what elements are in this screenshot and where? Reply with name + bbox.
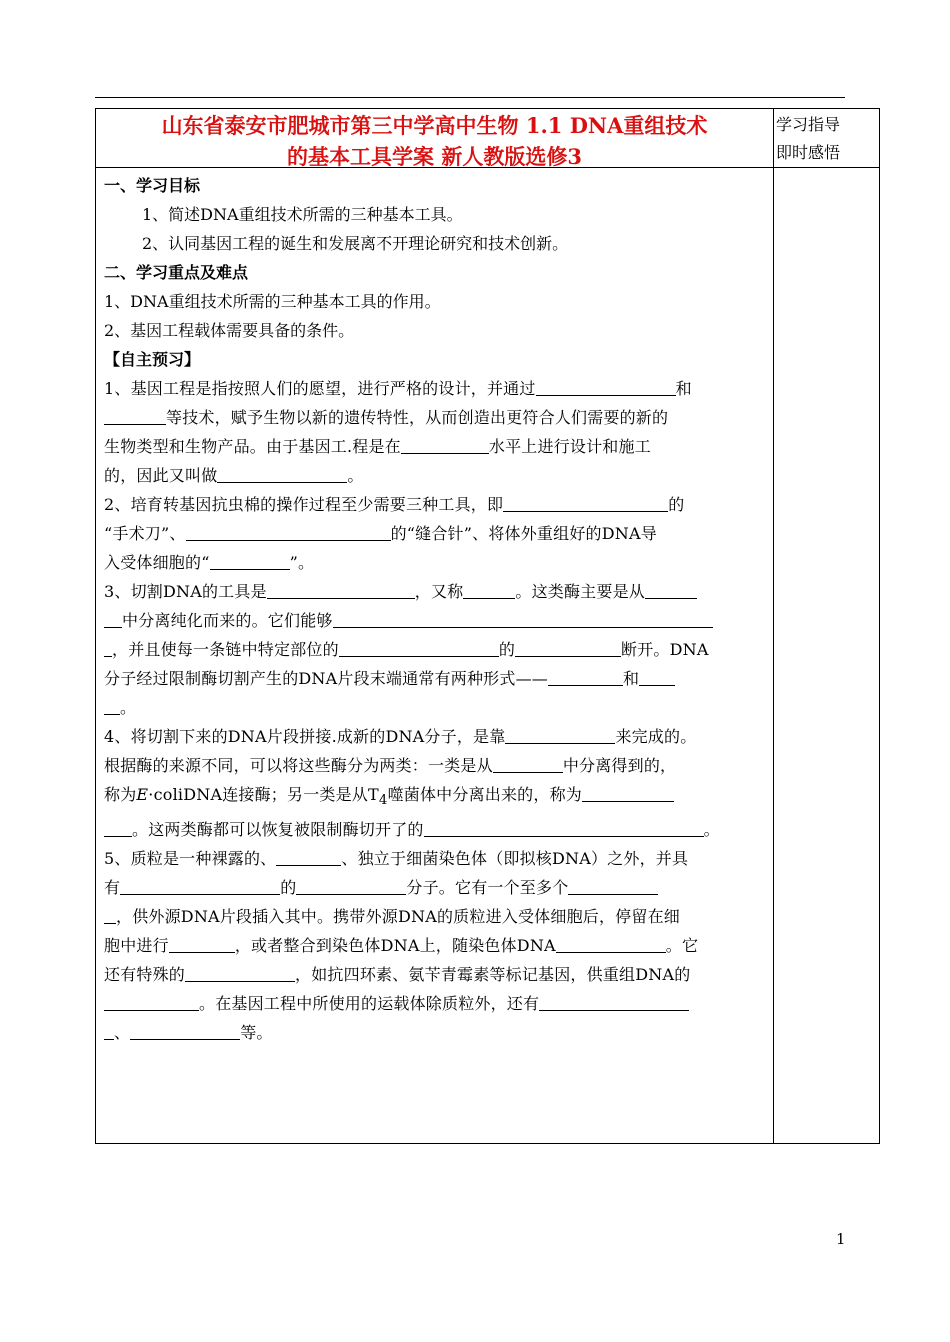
question-3: 3、切割DNA的工具是 ，又称 。这类酶主要是从 中分离纯化而来的。它们能够 ，并且使每一条链中特定部位的 的 断开。DNA 分子经过限制酶切割产生的DNA片段末端通常有两种形式—— 和 。 (104, 577, 768, 722)
question-2: 2、培育转基因抗虫棉的操作过程至少需要三种工具，即 的 “手术刀”、 的“缝合针”、将体外重组好的DNA导 入受体细胞的“ ”。 (104, 495, 685, 572)
fill-blank[interactable] (210, 551, 290, 570)
fill-blank[interactable] (339, 638, 499, 657)
fill-blank[interactable] (401, 435, 489, 454)
fill-blank[interactable] (104, 406, 166, 425)
question-4: 4、将切割下来的DNA片段拼接.成新的DNA分子，是靠 来完成的。 根据酶的来源不同，可以将这些酶分为两类：一类是从 中分离得到的， 称为E·coliDNA连接酶；另一类是从$T_4$噬菌体中分离出来的，称为 。这两类酶都可以恢复被限制酶切开了的 。 (104, 727, 720, 840)
fill-blank[interactable] (515, 638, 621, 657)
section-heading-objectives: 一、学习目标 (104, 176, 201, 195)
fill-blank[interactable] (424, 818, 704, 837)
side-column-divider (773, 109, 774, 1143)
fill-blank[interactable] (104, 992, 199, 1011)
title-line-1: 山东省泰安市肥城市第三中学高中生物 1.1 DNA重组技术 (161, 113, 708, 138)
main-content (104, 171, 768, 1047)
worksheet-table (95, 108, 880, 1144)
fill-blank[interactable] (536, 377, 676, 396)
fill-blank[interactable] (185, 963, 295, 982)
objective-item-1: 1、简述DNA重组技术所需的三种基本工具。 (142, 205, 463, 224)
fill-blank[interactable] (104, 609, 122, 628)
page-number: 1 (836, 1230, 846, 1248)
fill-blank[interactable] (539, 992, 689, 1011)
fill-blank[interactable] (169, 934, 235, 953)
fill-blank[interactable] (582, 783, 674, 802)
fill-blank[interactable] (493, 754, 563, 773)
fill-blank[interactable] (267, 580, 415, 599)
fill-blank[interactable] (104, 1021, 114, 1040)
fill-blank[interactable] (505, 725, 615, 744)
question-1: 1、基因工程是指按照人们的愿望，进行严格的设计，并通过 和 等技术，赋予生物以新的遗传特性，从而创造出更符合人们需要的新的 生物类型和生物产品。由于基因工.程是在 水平上进行设计和施工 的，因此又叫做 。 (104, 379, 692, 485)
section-heading-key-points: 二、学习重点及难点 (104, 263, 249, 282)
fill-blank[interactable] (568, 876, 658, 895)
fill-blank[interactable] (639, 667, 675, 686)
fill-blank[interactable] (296, 876, 406, 895)
key-point-item-2: 2、基因工程载体需要具备的条件。 (104, 321, 355, 340)
side-header-cell (773, 109, 879, 168)
top-rule (95, 97, 845, 98)
fill-blank[interactable] (104, 905, 116, 924)
objective-item-2: 2、认同基因工程的诞生和发展离不开理论研究和技术创新。 (142, 234, 569, 253)
fill-blank[interactable] (556, 934, 666, 953)
fill-blank[interactable] (645, 580, 697, 599)
key-point-item-1: 1、DNA重组技术所需的三种基本工具的作用。 (104, 292, 441, 311)
title-cell (96, 109, 773, 168)
fill-blank[interactable] (503, 493, 668, 512)
fill-blank[interactable] (120, 876, 280, 895)
title-line-2: 的基本工具学案 新人教版选修3 (287, 144, 582, 169)
fill-blank[interactable] (104, 818, 132, 837)
fill-blank[interactable] (333, 609, 713, 628)
fill-blank[interactable] (217, 464, 347, 483)
fill-blank[interactable] (130, 1021, 240, 1040)
fill-blank[interactable] (104, 696, 120, 715)
fill-blank[interactable] (276, 847, 341, 866)
fill-blank[interactable] (104, 638, 112, 657)
side-label-reflection: 即时感悟 (776, 143, 841, 162)
fill-blank[interactable] (186, 522, 391, 541)
side-label-study-guide: 学习指导 (776, 115, 841, 134)
question-5: 5、质粒是一种裸露的、 、独立于细菌染色体（即拟核DNA）之外，并具 有 的 分子。它有一个至多个 ，供外源DNA片段插入其中。携带外源DNA的质粒进入受体细胞后，停留在细 胞中进行 ，或者整合到染色体DNA上，随染色体DNA 。它 还有特殊的 ，如抗四环素、氨苄青霉素等标记基因，供重组DNA的 。在基因工程中所使用的运载体除质粒外，还有 、 等。 (104, 849, 699, 1043)
section-heading-preview: 【自主预习】 (104, 350, 201, 369)
fill-blank[interactable] (548, 667, 623, 686)
fill-blank[interactable] (463, 580, 515, 599)
